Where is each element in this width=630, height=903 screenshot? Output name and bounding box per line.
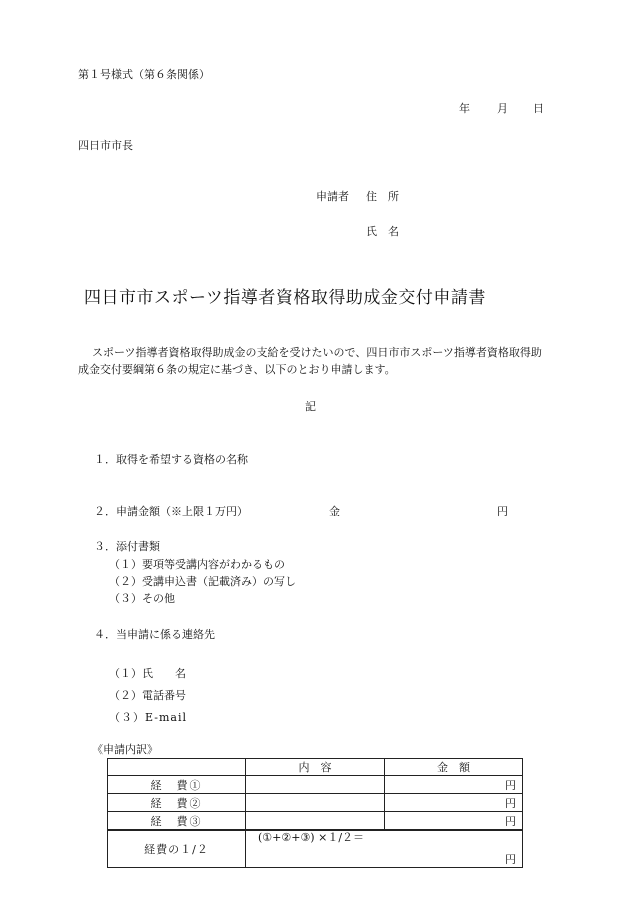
expense-1-content[interactable] (246, 776, 385, 794)
item-1: １．取得を希望する資格の名称 (94, 453, 248, 466)
total-yen: 円 (505, 853, 516, 866)
item-4-sub-1: （１）氏 名 (109, 667, 186, 680)
breakdown-header-row (108, 759, 523, 776)
total-formula: (①+②+③) ×１/２＝ (258, 831, 365, 844)
item-3-sub-2: （２）受講申込書（記載済み）の写し (109, 575, 296, 588)
total-cell[interactable] (246, 830, 523, 868)
item-2-kin: 金 (329, 505, 340, 518)
total-label: 経費の１/２ (108, 830, 246, 868)
expense-3-label: 経 費③ (108, 812, 246, 831)
expense-2-amount[interactable]: 円 (385, 794, 523, 812)
expense-3-content[interactable] (246, 812, 385, 831)
breakdown-header-blank (108, 759, 246, 776)
addressee: 四日市市長 (78, 139, 133, 152)
date-year: 年 (459, 102, 470, 115)
expense-3-amount[interactable]: 円 (385, 812, 523, 831)
expense-2-label: 経 費② (108, 794, 246, 812)
breakdown-caption: 《申請内訳》 (92, 743, 158, 756)
expense-2-content[interactable] (246, 794, 385, 812)
table-row (108, 812, 523, 831)
table-row (108, 776, 523, 794)
page-title: 四日市市スポーツ指導者資格取得助成金交付申請書 (84, 288, 486, 308)
item-2-yen: 円 (497, 505, 508, 518)
total-row (108, 830, 523, 868)
name-label: 氏 名 (366, 225, 399, 238)
item-4: ４．当申請に係る連絡先 (94, 628, 215, 641)
body-paragraph: スポーツ指導者資格取得助成金の支給を受けたいので、四日市市スポーツ指導者資格取得助成金交付要綱第６条の規定に基づき、以下のとおり申請します。 (78, 346, 542, 376)
expense-1-amount[interactable]: 円 (385, 776, 523, 794)
expense-1-label: 経 費① (108, 776, 246, 794)
breakdown-header-amount: 金 額 (385, 759, 523, 776)
item-3-sub-3: （３）その他 (109, 592, 175, 605)
item-4-sub-3: （３）E-mail (109, 711, 187, 724)
applicant-label: 申請者 (316, 190, 349, 203)
item-2: ２．申請金額（※上限１万円） (94, 505, 248, 518)
breakdown-header-content: 内 容 (246, 759, 385, 776)
date-month: 月 (497, 102, 508, 115)
item-3-sub-1: （１）要項等受講内容がわかるもの (109, 558, 285, 571)
ki-mark: 記 (305, 400, 316, 413)
item-4-sub-2: （２）電話番号 (109, 689, 186, 702)
date-day: 日 (533, 102, 544, 115)
form-number: 第１号様式（第６条関係） (78, 68, 210, 81)
table-row (108, 794, 523, 812)
breakdown-table (107, 758, 523, 868)
item-3: ３．添付書類 (94, 540, 160, 553)
address-label: 住 所 (366, 190, 399, 203)
